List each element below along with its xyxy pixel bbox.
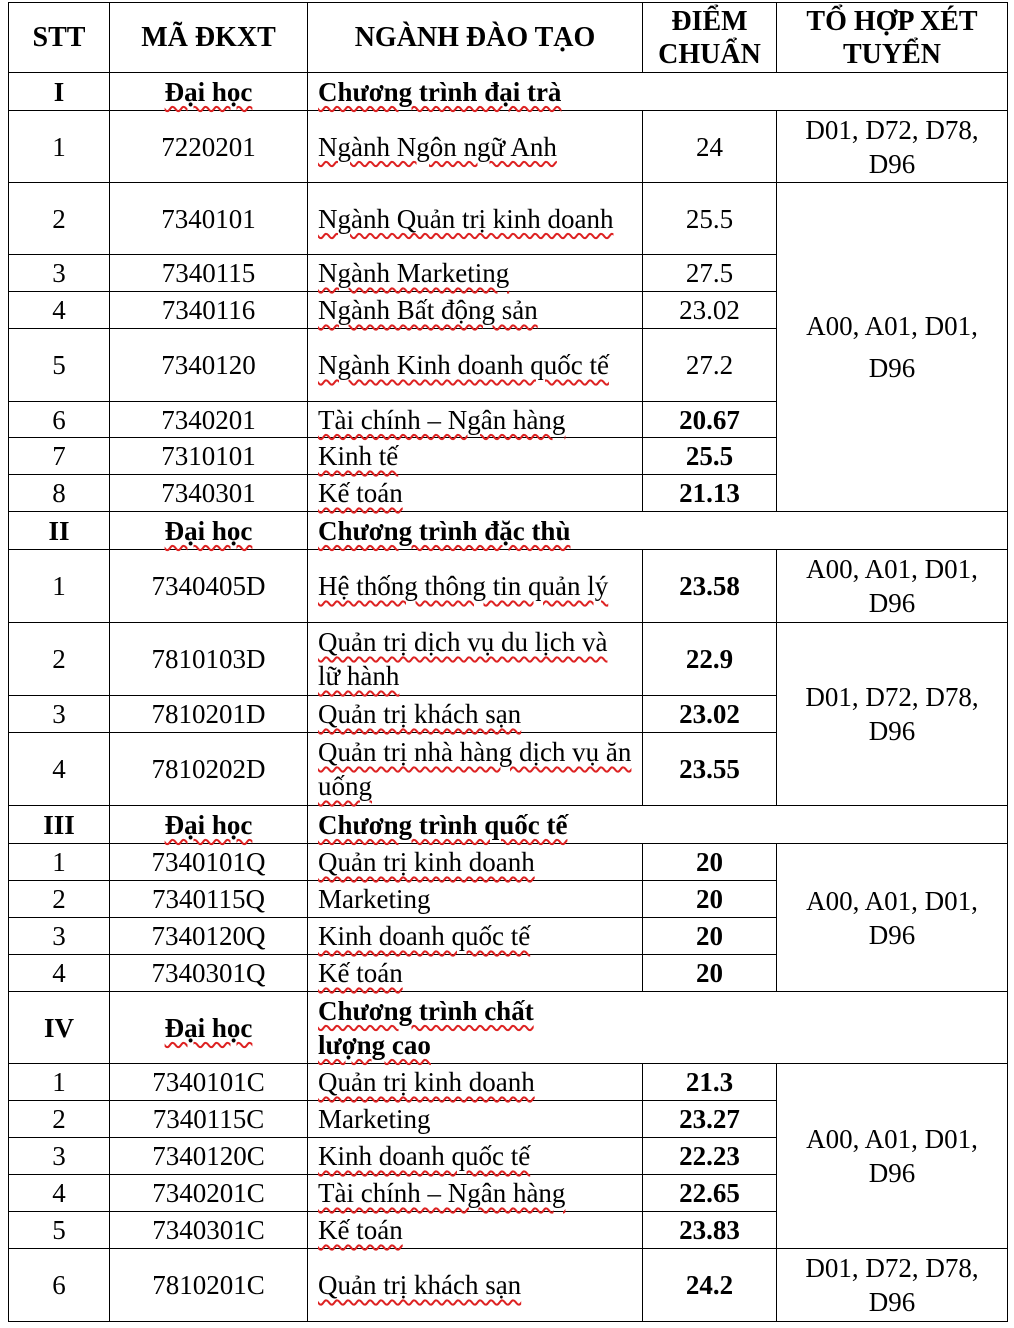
row-stt: 4 bbox=[9, 733, 110, 806]
row-combo: A00, A01, D01, D96 bbox=[777, 183, 1008, 512]
row-combo: D01, D72, D78, D96 bbox=[777, 111, 1008, 183]
section-number: II bbox=[9, 512, 110, 550]
row-combo: D01, D72, D78, D96 bbox=[777, 1249, 1008, 1322]
row-stt: 2 bbox=[9, 881, 110, 918]
row-code: 7220201 bbox=[110, 111, 308, 183]
row-code: 7340101C bbox=[110, 1064, 308, 1101]
row-stt: 3 bbox=[9, 918, 110, 955]
table-row bbox=[9, 623, 1008, 696]
row-code: 7340120 bbox=[110, 329, 308, 402]
row-code: 7340115Q bbox=[110, 881, 308, 918]
section-program: Chương trình chất lượng cao bbox=[318, 995, 534, 1060]
row-code: 7340115 bbox=[110, 255, 308, 292]
header-major: NGÀNH ĐÀO TẠO bbox=[308, 3, 643, 73]
row-score: 23.02 bbox=[643, 292, 777, 329]
row-major: Kinh tế bbox=[318, 441, 399, 471]
row-stt: 2 bbox=[9, 183, 110, 255]
table-row bbox=[9, 1249, 1008, 1322]
section-program: Chương trình đặc thù bbox=[318, 515, 571, 546]
header-code: MÃ ĐKXT bbox=[110, 3, 308, 73]
row-combo: A00, A01, D01, D96 bbox=[777, 1064, 1008, 1249]
header-combo: TỔ HỢP XÉT TUYỂN bbox=[777, 3, 1008, 73]
row-major: Tài chính – Ngân hàng bbox=[318, 404, 566, 435]
row-major: Kế toán bbox=[318, 958, 403, 988]
row-code: 7340201C bbox=[110, 1175, 308, 1212]
row-major: Ngành Ngôn ngữ Anh bbox=[318, 131, 557, 162]
table-row bbox=[9, 550, 1008, 623]
row-score: 25.5 bbox=[643, 438, 777, 475]
row-score: 20 bbox=[643, 918, 777, 955]
row-stt: 3 bbox=[9, 1138, 110, 1175]
row-code: 7340101 bbox=[110, 183, 308, 255]
row-code: 7810103D bbox=[110, 623, 308, 696]
section-program: Chương trình đại trà bbox=[318, 76, 562, 107]
row-score: 21.3 bbox=[643, 1064, 777, 1101]
row-stt: 3 bbox=[9, 255, 110, 292]
table-row bbox=[9, 111, 1008, 183]
row-major: Ngành Quản trị kinh doanh bbox=[318, 203, 614, 234]
row-score: 23.83 bbox=[643, 1212, 777, 1249]
row-score: 27.5 bbox=[643, 255, 777, 292]
row-major: Quản trị khách sạn bbox=[318, 699, 522, 729]
row-major: Quản trị dịch vụ du lịch và lữ hành bbox=[318, 627, 608, 691]
row-code: 7340115C bbox=[110, 1101, 308, 1138]
section-level: Đại học bbox=[164, 76, 253, 107]
row-major: Ngành Marketing bbox=[318, 258, 510, 288]
row-code: 7340120C bbox=[110, 1138, 308, 1175]
section-row bbox=[9, 73, 1008, 111]
row-score: 20 bbox=[643, 955, 777, 992]
header-row bbox=[9, 3, 1008, 73]
row-major: Kinh doanh quốc tế bbox=[318, 1141, 531, 1171]
row-stt: 4 bbox=[9, 955, 110, 992]
row-major: Quản trị khách sạn bbox=[318, 1270, 522, 1300]
row-score: 22.65 bbox=[643, 1175, 777, 1212]
section-level: Đại học bbox=[164, 809, 253, 840]
row-score: 22.23 bbox=[643, 1138, 777, 1175]
row-major: Kế toán bbox=[318, 1215, 403, 1245]
row-code: 7340405D bbox=[110, 550, 308, 623]
row-stt: 1 bbox=[9, 844, 110, 881]
row-score: 20.67 bbox=[643, 402, 777, 438]
row-stt: 4 bbox=[9, 292, 110, 329]
row-major: Ngành Kinh doanh quốc tế bbox=[318, 350, 609, 380]
row-major: Tài chính – Ngân hàng bbox=[318, 1178, 566, 1208]
row-major: Marketing bbox=[308, 881, 643, 918]
row-score: 24 bbox=[643, 111, 777, 183]
row-combo: A00, A01, D01, D96 bbox=[777, 550, 1008, 623]
row-score: 20 bbox=[643, 844, 777, 881]
row-code: 7810201C bbox=[110, 1249, 308, 1322]
section-number: IV bbox=[9, 992, 110, 1064]
row-score: 23.02 bbox=[643, 696, 777, 733]
row-combo: D01, D72, D78, D96 bbox=[777, 623, 1008, 806]
row-major: Marketing bbox=[308, 1101, 643, 1138]
row-stt: 2 bbox=[9, 623, 110, 696]
row-combo: A00, A01, D01, D96 bbox=[777, 844, 1008, 992]
table-row bbox=[9, 844, 1008, 881]
row-code: 7340116 bbox=[110, 292, 308, 329]
row-code: 7340301Q bbox=[110, 955, 308, 992]
row-stt: 3 bbox=[9, 696, 110, 733]
row-stt: 5 bbox=[9, 1212, 110, 1249]
row-major: Quản trị nhà hàng dịch vụ ăn uống bbox=[318, 737, 632, 801]
row-score: 23.55 bbox=[643, 733, 777, 806]
row-code: 7340201 bbox=[110, 402, 308, 438]
row-stt: 4 bbox=[9, 1175, 110, 1212]
header-score: ĐIỂM CHUẨN bbox=[643, 3, 777, 73]
row-score: 27.2 bbox=[643, 329, 777, 402]
row-stt: 1 bbox=[9, 111, 110, 183]
row-stt: 1 bbox=[9, 550, 110, 623]
section-row bbox=[9, 992, 1008, 1064]
row-major: Ngành Bất động sản bbox=[318, 295, 538, 325]
row-score: 25.5 bbox=[643, 183, 777, 255]
row-stt: 8 bbox=[9, 475, 110, 512]
section-row bbox=[9, 806, 1008, 844]
row-stt: 2 bbox=[9, 1101, 110, 1138]
row-major: Kế toán bbox=[318, 478, 403, 508]
row-stt: 6 bbox=[9, 1249, 110, 1322]
row-score: 21.13 bbox=[643, 475, 777, 512]
row-code: 7340101Q bbox=[110, 844, 308, 881]
row-score: 23.58 bbox=[643, 550, 777, 623]
row-stt: 1 bbox=[9, 1064, 110, 1101]
row-stt: 5 bbox=[9, 329, 110, 402]
row-major: Quản trị kinh doanh bbox=[318, 847, 535, 877]
row-code: 7340301C bbox=[110, 1212, 308, 1249]
row-stt: 6 bbox=[9, 402, 110, 438]
section-row bbox=[9, 512, 1008, 550]
table-row bbox=[9, 1064, 1008, 1101]
row-code: 7310101 bbox=[110, 438, 308, 475]
section-program: Chương trình quốc tế bbox=[318, 809, 568, 840]
section-level: Đại học bbox=[164, 1012, 253, 1043]
row-code: 7810202D bbox=[110, 733, 308, 806]
admission-score-table bbox=[8, 2, 1008, 1322]
row-code: 7340301 bbox=[110, 475, 308, 512]
row-code: 7340120Q bbox=[110, 918, 308, 955]
section-number: III bbox=[9, 806, 110, 844]
section-number: I bbox=[9, 73, 110, 111]
row-score: 23.27 bbox=[643, 1101, 777, 1138]
row-major: Kinh doanh quốc tế bbox=[318, 921, 531, 951]
row-major: Quản trị kinh doanh bbox=[318, 1067, 535, 1097]
row-stt: 7 bbox=[9, 438, 110, 475]
section-level: Đại học bbox=[164, 515, 253, 546]
header-stt: STT bbox=[9, 3, 110, 73]
row-score: 20 bbox=[643, 881, 777, 918]
row-score: 24.2 bbox=[643, 1249, 777, 1322]
row-code: 7810201D bbox=[110, 696, 308, 733]
table-row bbox=[9, 183, 1008, 255]
row-score: 22.9 bbox=[643, 623, 777, 696]
row-major: Hệ thống thông tin quản lý bbox=[318, 571, 609, 601]
